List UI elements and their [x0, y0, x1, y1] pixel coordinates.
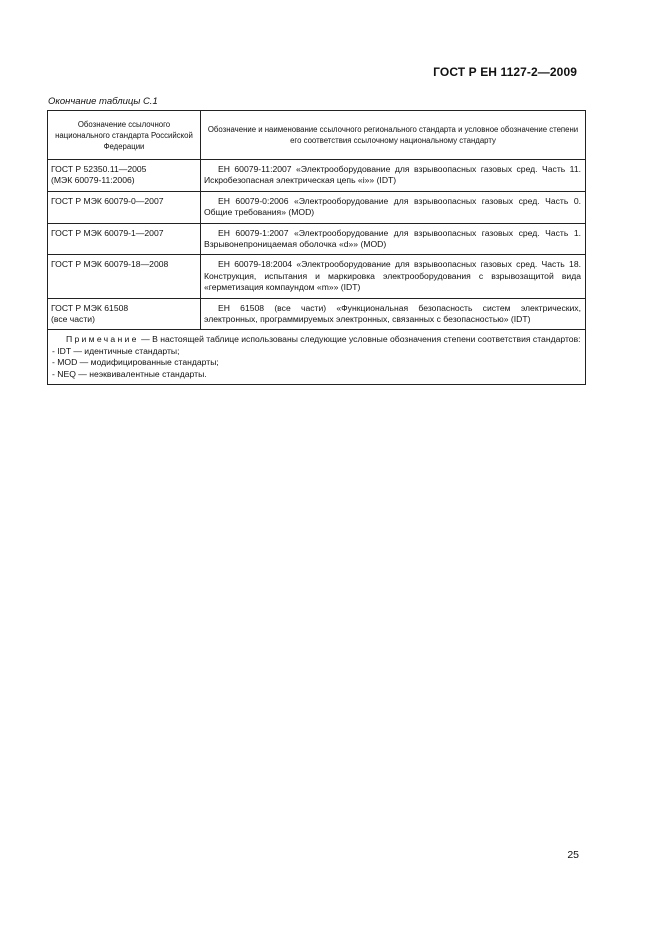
note-item-neq: - NEQ — неэквивалентные стандарты. — [52, 368, 207, 379]
table-note — [48, 330, 586, 385]
document-standard-code: ГОСТ Р ЕН 1127-2—2009 — [433, 65, 577, 79]
note-item-idt: - IDT — идентичные стандарты; — [52, 345, 180, 356]
regional-standard-cell: ЕН 60079-11:2007 «Электрооборудование для взрывоопасных газовых сред. Часть 11. Искробезопасная электрическая цепь «i»» (IDT) — [201, 160, 586, 192]
note-intro — [52, 334, 581, 345]
national-standard-code: ГОСТ Р МЭК 60079-18—2008 — [51, 259, 169, 270]
national-standard-code: ГОСТ Р МЭК 60079-1—2007 — [51, 227, 164, 238]
table-row — [48, 160, 586, 192]
table-note-row — [48, 330, 586, 385]
note-label: Примечание — [66, 334, 139, 345]
table-row — [48, 298, 586, 330]
regional-standard-cell: ЕН 61508 (все части) «Функциональная безопасность систем электрических, электронных, программируемых электронных, связанных с безопасностью» (IDT) — [201, 298, 586, 330]
regional-standard-cell: ЕН 60079-1:2007 «Электрооборудование для взрывоопасных газовых сред. Часть 1. Взрывонепроницаемая оболочка «d»» (MOD) — [201, 223, 586, 255]
national-standard-cell — [48, 298, 201, 330]
national-standard-code: ГОСТ Р 52350.11—2005 — [51, 164, 147, 174]
national-standard-scope: (все части) — [51, 314, 95, 325]
national-standard-code: ГОСТ Р МЭК 61508 — [51, 302, 129, 313]
regional-standard-cell: ЕН 60079-0:2006 «Электрооборудование для взрывоопасных газовых сред. Часть 0. Общие требования» (MOD) — [201, 191, 586, 223]
national-standard-code: ГОСТ Р МЭК 60079-0—2007 — [51, 195, 164, 206]
table-caption: Окончание таблицы С.1 — [48, 96, 158, 107]
table-header-row — [48, 111, 586, 160]
regional-standard-cell: ЕН 60079-18:2004 «Электрооборудование для взрывоопасных газовых сред. Часть 18. Конструкция, испытания и маркировка электрооборудования с взрывозащитой вида «герметизация компаундом «m»» (IDT) — [201, 255, 586, 298]
note-item-mod: - MOD — модифицированные стандарты; — [52, 357, 219, 368]
note-text: — В настоящей таблице использованы следующие условные обозначения степени соответствия стандартов: — [141, 334, 581, 345]
header-national-standard: Обозначение ссылочного национального стандарта Российской Федерации — [48, 111, 201, 160]
national-standard-cell — [48, 255, 201, 298]
national-standard-cell — [48, 223, 201, 255]
references-table — [47, 110, 586, 385]
table-row — [48, 255, 586, 298]
national-standard-equivalent: (МЭК 60079-11:2006) — [51, 175, 135, 186]
header-regional-standard: Обозначение и наименование ссылочного регионального стандарта и условное обозначение степени его соответствия ссылочному национальному стандарту — [201, 111, 586, 160]
page-number: 25 — [567, 849, 579, 861]
table-row — [48, 191, 586, 223]
national-standard-cell — [48, 160, 201, 192]
table-row — [48, 223, 586, 255]
national-standard-cell — [48, 191, 201, 223]
